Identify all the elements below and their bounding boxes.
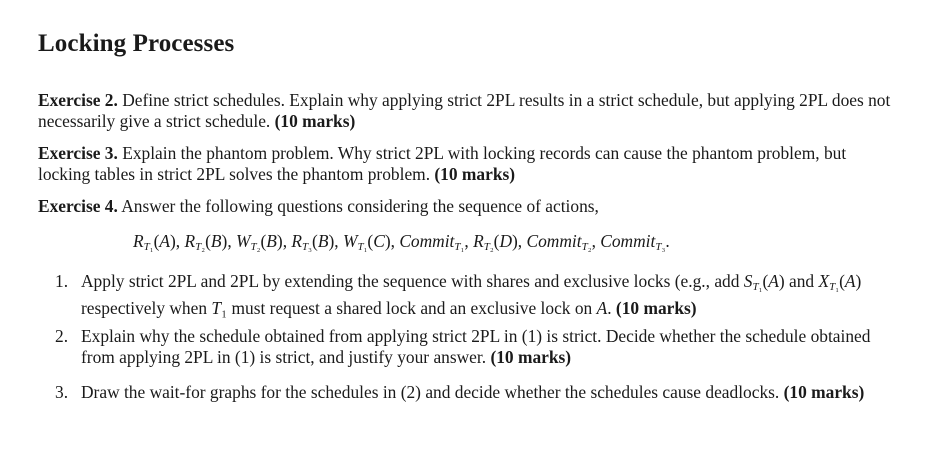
exercise-4 [38,196,896,217]
item-1-text-c: respectively when [81,298,212,318]
exercise-2 [38,90,896,132]
exercise-2-label: Exercise 2. [38,90,118,110]
list-item-text: Apply strict 2PL and 2PL by extending the sequence with shares and exclusive locks (e.g., add $S_{T_1}(A)$ and $X_{T_1}(A)$ respectively when T₁ must request a shared lock and an exclusive lock on A. (10 marks) [81,271,862,318]
item-1-text-e: . [607,298,616,318]
list-item [55,382,895,403]
exercise-4-label: Exercise 4. [38,196,118,216]
exercise-4-text: Answer the following questions considering the sequence of actions, [117,196,599,216]
list-item-text [81,326,895,368]
exercise-3 [38,143,896,185]
action-sequence-formula: $R_{T_1}(A)$, $R_{T_2}(B)$, $W_{T_2}(B)$, $R_{T_3}(B)$, $W_{T_1}(C)$, Commit$_{T_1}$, $R_{T_2}(D)$, Commit$_{T_2}$, Commit$_{T_3}$. [133,231,670,253]
list-item-number: 3. [55,382,69,402]
exercise-2-text: Define strict schedules. Explain why applying strict 2PL results in a strict schedule, but applying 2PL does not necessarily give a strict schedule. [38,90,891,131]
item-1-text-b: and [784,271,819,291]
item-2-marks: (10 marks) [490,347,572,367]
list-item-number: 2. [55,326,69,346]
item-3-text: Draw the wait-for graphs for the schedules in (2) and decide whether the schedules cause deadlocks. [81,382,784,402]
exercise-3-text: Explain the phantom problem. Why strict 2PL with locking records can cause the phantom problem, but locking tables in strict 2PL solves the phantom problem. [38,143,847,184]
item-1-text-d: must request a shared lock and an exclusive lock on [227,298,597,318]
list-item-number: 1. [55,271,69,291]
exercise-2-marks: (10 marks) [274,111,356,131]
list-item [55,271,895,319]
item-1-text-a: Apply strict 2PL and 2PL by extending the sequence with shares and exclusive locks (e.g., add [81,271,744,291]
exercise-3-marks: (10 marks) [434,164,516,184]
list-item-text [81,382,895,403]
list-item [55,326,895,368]
item-2-text: Explain why the schedule obtained from applying strict 2PL in (1) is strict. Decide whether the schedule obtained from applying 2PL in (1) is strict, and justify your answer. [81,326,871,367]
exercise-3-label: Exercise 3. [38,143,118,163]
page-title: Locking Processes [38,30,235,57]
item-1-marks: (10 marks) [615,298,697,318]
item-3-marks: (10 marks) [783,382,865,402]
